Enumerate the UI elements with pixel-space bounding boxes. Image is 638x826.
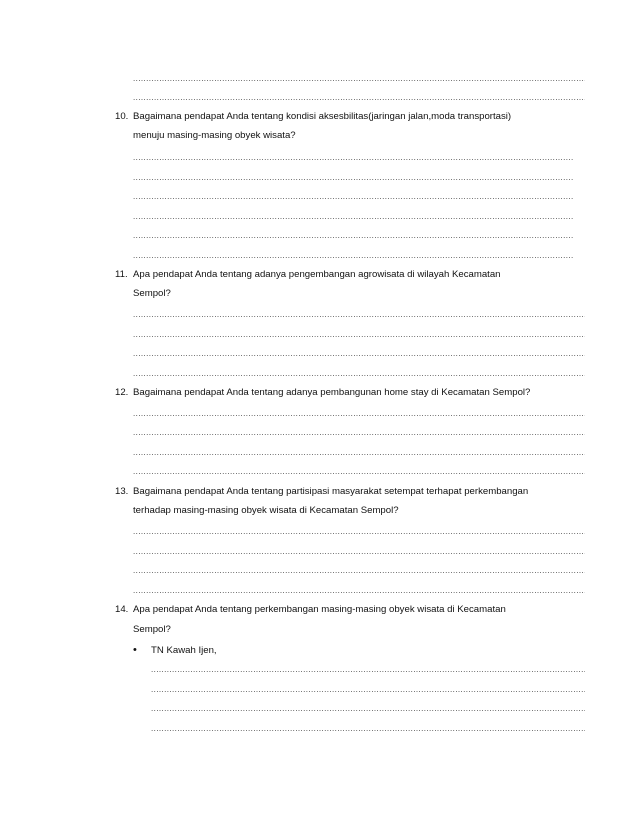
question-14 (115, 604, 506, 616)
answer-line (151, 686, 585, 694)
answer-line (133, 154, 574, 162)
answer-line (133, 449, 585, 457)
answer-line (151, 705, 585, 713)
question-11 (115, 269, 501, 281)
question-10-continued: menuju masing-masing obyek wisata? (133, 130, 296, 141)
answer-line (133, 193, 574, 201)
question-text: Bagaimana pendapat Anda tentang partisipasi masyarakat setempat terhapat perkembangan (133, 486, 529, 497)
question-number: 14. (115, 604, 129, 615)
question-number: 13. (115, 486, 129, 497)
answer-line (133, 252, 574, 260)
answer-line (133, 429, 585, 437)
answer-line (133, 370, 585, 378)
question-number: 11. (115, 269, 128, 280)
question-text: Bagaimana pendapat Anda tentang adanya pembangunan home stay di Kecamatan Sempol? (133, 387, 531, 398)
bullet-item-tn-kawah-ijen (133, 644, 217, 657)
question-14-continued: Sempol? (133, 624, 171, 635)
question-13-continued: terhadap masing-masing obyek wisata di Kecamatan Sempol? (133, 505, 399, 516)
question-text: Bagaimana pendapat Anda tentang kondisi aksesbilitas(jaringan jalan,moda transportasi) (133, 111, 512, 122)
answer-line (133, 410, 585, 418)
question-12 (115, 387, 530, 399)
answer-line (133, 528, 585, 536)
answer-line (151, 725, 585, 733)
answer-line (133, 587, 585, 595)
question-text: Apa pendapat Anda tentang adanya pengembangan agrowisata di wilayah Kecamatan (133, 269, 501, 280)
bullet-icon: • (133, 644, 137, 656)
answer-line (133, 548, 585, 556)
question-text: Apa pendapat Anda tentang perkembangan masing-masing obyek wisata di Kecamatan (133, 604, 506, 615)
answer-line (133, 311, 585, 319)
answer-line (133, 567, 585, 575)
answer-line (133, 94, 585, 102)
answer-line (133, 468, 585, 476)
answer-line (133, 350, 585, 358)
answer-line (133, 331, 585, 339)
answer-line (133, 232, 574, 240)
question-number: 12. (115, 387, 129, 398)
bullet-label: TN Kawah Ijen, (151, 645, 217, 656)
question-13 (115, 486, 528, 498)
answer-line (133, 174, 574, 182)
answer-line (133, 213, 574, 221)
question-11-continued: Sempol? (133, 288, 171, 299)
answer-line (133, 75, 585, 83)
question-number: 10. (115, 111, 129, 122)
question-10 (115, 111, 511, 123)
answer-line (151, 666, 585, 674)
